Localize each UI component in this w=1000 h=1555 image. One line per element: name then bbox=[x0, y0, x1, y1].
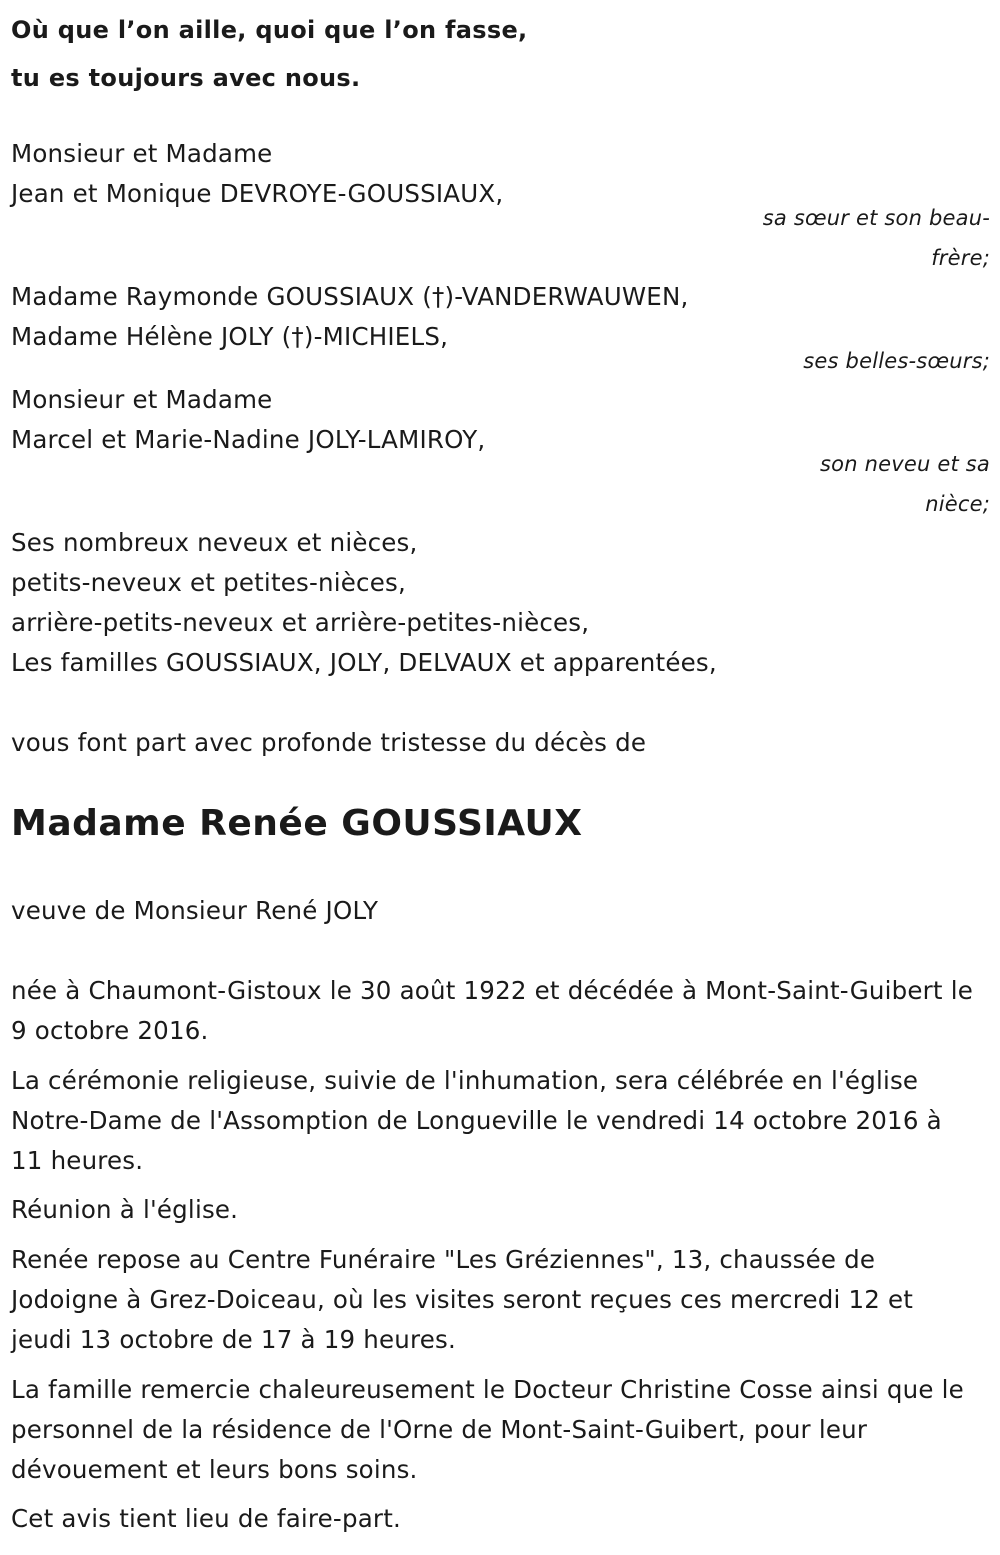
closing-text: Cet avis tient lieu de faire-part. bbox=[11, 1504, 401, 1533]
family-line: Madame Raymonde GOUSSIAUX (†)-VANDERWAUWEN, bbox=[11, 282, 689, 311]
family-line: Monsieur et Madame bbox=[11, 385, 273, 414]
family-line: Monsieur et Madame bbox=[11, 139, 273, 168]
rest-location-text: Renée repose au Centre Funéraire "Les Gréziennes", 13, chaussée de Jodoigne à Grez-Doiceau, où les visites seront reçues ces mercredi 12 et jeudi 13 octobre de 17 à 19 heures. bbox=[11, 1245, 914, 1354]
epigraph-line-2: tu es toujours avec nous. bbox=[11, 64, 361, 92]
widow-of-text: veuve de Monsieur René JOLY bbox=[11, 896, 379, 925]
deceased-name: Madame Renée GOUSSIAUX bbox=[11, 803, 583, 844]
epigraph bbox=[11, 6, 527, 102]
birth-death-text: née à Chaumont-Gistoux le 30 août 1922 et décédée à Mont-Saint-Guibert le 9 octobre 2016. bbox=[11, 976, 973, 1045]
thanks-text: La famille remercie chaleureusement le Docteur Christine Cosse ainsi que le personnel de la résidence de l'Orne de Mont-Saint-Guibert, pour leur dévouement et leurs bons soins. bbox=[11, 1375, 964, 1484]
epigraph-line-1: Où que l’on aille, quoi que l’on fasse, bbox=[11, 16, 528, 44]
family-line: Ses nombreux neveux et nièces, bbox=[11, 528, 418, 557]
family-group-extended bbox=[11, 523, 990, 683]
family-line: Jean et Monique DEVROYE-GOUSSIAUX, bbox=[11, 179, 504, 208]
family-line: Les familles GOUSSIAUX, JOLY, DELVAUX et apparentées, bbox=[11, 648, 717, 677]
meeting-text: Réunion à l'église. bbox=[11, 1195, 239, 1224]
ceremony-text: La cérémonie religieuse, suivie de l'inhumation, sera célébrée en l'église Notre-Dame de l'Assomption de Longueville le vendredi 14 octobre 2016 à 11 heures. bbox=[11, 1066, 942, 1175]
relation-role-nephew: son neveu et sa nièce; bbox=[820, 452, 990, 516]
family-line: petits-neveux et petites-nièces, bbox=[11, 568, 406, 597]
relation-role-sisters-in-law: ses belles-sœurs; bbox=[803, 349, 990, 373]
relation-role-sister: sa sœur et son beau-frère; bbox=[762, 206, 990, 270]
family-line: Marcel et Marie-Nadine JOLY-LAMIROY, bbox=[11, 425, 486, 454]
family-line: arrière-petits-neveux et arrière-petites-nièces, bbox=[11, 608, 590, 637]
announcement-text: vous font part avec profonde tristesse du décès de bbox=[11, 728, 647, 757]
family-line: Madame Hélène JOLY (†)-MICHIELS, bbox=[11, 322, 449, 351]
